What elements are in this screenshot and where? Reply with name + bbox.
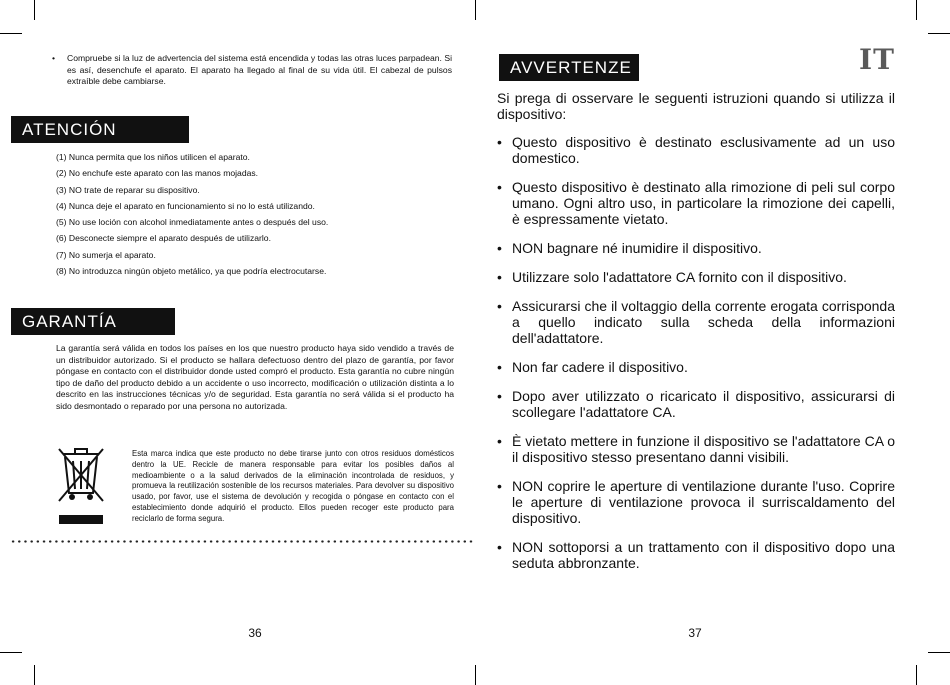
bullet-dot: • [497,240,502,256]
list-item [497,478,895,526]
crossed-out-wheeled-bin-icon [55,445,107,525]
list-item [497,134,895,166]
list-item-text: NON bagnare né inumidire il dispositivo. [512,240,762,256]
bullet-dot: • [497,359,502,375]
list-item-text: Assicurarsi che il voltaggio della corrente erogata corrisponda a quello indicato sulla scheda della informazioni dell'adattatore. [512,298,895,346]
list-item-text: È vietato mettere in funzione il dispositivo se l'adattatore CA o il dispositivo stesso presentano danni visibili. [512,433,895,465]
bullet-dot: • [497,539,502,555]
list-item-text: NON sottoporsi a un trattamento con il dispositivo dopo una seduta abbronzante. [512,539,895,571]
list-item [497,539,895,571]
page-number: 36 [248,626,262,640]
crop-mark [928,652,950,653]
avvertenze-list [497,134,895,584]
bullet-dot: • [52,53,56,63]
list-item-text: Utilizzare solo l'adattatore CA fornito con il dispositivo. [512,269,847,285]
list-item [497,269,895,285]
atencion-item: (6) Desconecte siempre el aparato después de utilizarlo. [56,233,271,244]
list-item-text: Questo dispositivo è destinato alla rimozione di peli sul corpo umano. Ogni altro uso, in particolare la rimozione dei capelli, è espressamente vietato. [512,179,895,227]
atencion-item: (1) Nunca permita que los niños utilicen el aparato. [56,152,250,162]
crop-mark [916,665,917,685]
crop-mark [475,665,476,685]
page-number: 37 [688,626,702,640]
crop-mark [928,33,950,34]
dotted-divider [10,540,475,543]
bullet-dot: • [497,134,502,150]
atencion-heading: ATENCIÓN [11,116,189,143]
list-item [497,240,895,256]
crop-mark [475,0,476,20]
bullet-dot: • [497,179,502,195]
atencion-item: (4) Nunca deje el aparato en funcionamiento si no lo está utilizando. [56,200,315,211]
language-badge: IT [859,43,895,76]
list-item [497,179,895,227]
list-item-text: NON coprire le aperture di ventilazione durante l'uso. Coprire le aperture di ventilazione provoca il surriscaldamento del dispositivo. [512,478,895,526]
weee-text: Esta marca indica que este producto no debe tirarse junto con otros residuos domésticos dentro la UE. Recicle de manera responsable para evitar los posibles daños al medioambiente o a la salud derivados de la eliminación incontrolada de residuos, y promueva la reutilización sostenible de los recursos materiales. Para devolver su dispositivo usado, por favor, use el sistema de devolución y recogida o póngase en contacto con el establecimiento donde adquirió el producto. Ellos pueden recoger este producto para reciclarlo de forma segura. [132,449,454,523]
bullet-dot: • [497,478,502,494]
list-item-text: Non far cadere il dispositivo. [512,359,688,375]
list-item [497,298,895,346]
intro-bullet-text: Compruebe si la luz de advertencia del sistema está encendida y todas las otras luces parpadean. Si es así, desenchufe el aparato. El aparato ha llegado al final de su vida útil. El cabezal de pulsos extraíble debe cambiarse. [67,53,452,86]
list-item [497,433,895,465]
list-item [497,359,895,375]
list-item-text: Questo dispositivo è destinato esclusivamente ad un uso domestico. [512,134,895,166]
bullet-dot: • [497,433,502,449]
atencion-item: (5) No use loción con alcohol inmediatamente antes o después del uso. [56,217,329,228]
crop-mark [916,0,917,20]
atencion-list [56,149,396,279]
garantia-text: La garantía será válida en todos los países en los que nuestro producto haya sido vendido a través de un distribuidor autorizado. Si el producto se hallara defectuoso dentro del plazo de garantía, por favor póngase en contacto con el distribuidor donde usted compró el producto. Esta garantía no cubre ningún tipo de daño del producto debido a un accidente o uso incorrecto, modificación o utilización distinta a lo descrito en las instrucciones técnicas y/o de seguridad. Esta garantía no será válida si el producto ha sido desmontado o reparado por una persona no autorizada. [56,343,454,411]
list-item [497,388,895,420]
avvertenze-intro: Si prega di osservare le seguenti istruzioni quando si utilizza il dispositivo: [497,90,895,122]
atencion-item: (3) NO trate de reparar su dispositivo. [56,184,200,195]
atencion-item: (7) No sumerja el aparato. [56,249,156,260]
avvertenze-heading: AVVERTENZE [499,54,639,81]
atencion-item: (8) No introduzca ningún objeto metálico, ya que podría electrocutarse. [56,266,327,277]
bullet-dot: • [497,298,502,314]
bullet-dot: • [497,388,502,404]
atencion-item: (2) No enchufe este aparato con las manos mojadas. [56,168,259,179]
intro-bullet [52,53,452,88]
bullet-dot: • [497,269,502,285]
garantia-heading: GARANTÍA [11,308,175,335]
list-item-text: Dopo aver utilizzato o ricaricato il dispositivo, assicurarsi di scollegare l'adattatore CA. [512,388,895,420]
